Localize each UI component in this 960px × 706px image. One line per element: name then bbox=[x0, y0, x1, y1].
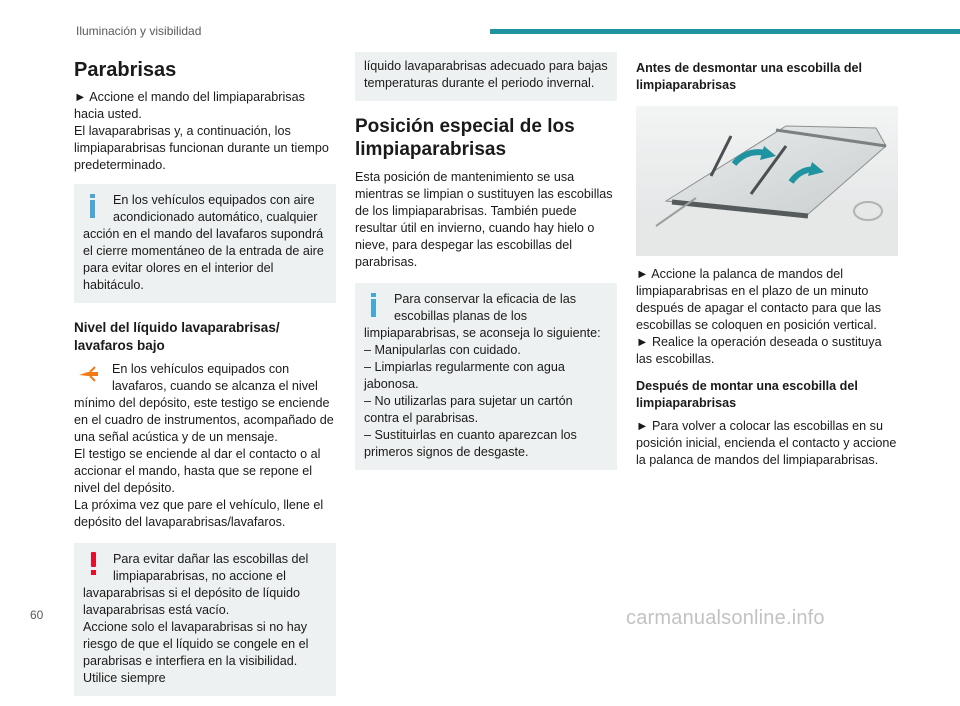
warning-icon bbox=[83, 551, 105, 583]
paragraph: El lavaparabrisas y, a continuación, los limpiaparabrisas funcionan durante un tiempo predeterminado. bbox=[74, 124, 329, 172]
heading-posicion-especial: Posición especial de los limpiaparabrisas bbox=[355, 116, 575, 160]
section-title: Iluminación y visibilidad bbox=[76, 24, 202, 38]
paragraph: ► Para volver a colocar las escobillas en su posición inicial, encienda el contacto y accione la palanca de mandos del limpiaparabrisas. bbox=[636, 419, 897, 467]
column-1 bbox=[74, 52, 336, 706]
heading-despues-montar: Después de montar una escobilla del limpiaparabrisas bbox=[636, 379, 858, 410]
info-icon bbox=[364, 291, 386, 323]
watermark: carmanualsonline.info bbox=[626, 607, 825, 629]
paragraph: ► Accione la palanca de mandos del limpiaparabrisas en el plazo de un minuto después de apagar el contacto para que las escobillas se coloquen en posición vertical. bbox=[636, 267, 882, 332]
info-note bbox=[355, 283, 617, 470]
note-list-item: – Sustituirlas en cuanto aparezcan los primeros signos de desgaste. bbox=[364, 428, 577, 459]
column-3 bbox=[636, 52, 898, 469]
warning-text: Para evitar dañar las escobillas del limpiaparabrisas, no accione el lavaparabrisas si el depósito de líquido lavaparabrisas está vacío. bbox=[83, 552, 309, 617]
paragraph: El testigo se enciende al dar el contacto o al accionar el mando, hasta que se repone el nivel del depósito. bbox=[74, 447, 321, 495]
windshield-wiper-raise-illustration bbox=[636, 106, 898, 256]
info-note bbox=[74, 184, 336, 303]
header-accent-bar bbox=[490, 29, 960, 34]
warning-light-paragraph: En los vehículos equipados con lavafaros, cuando se alcanza el nivel mínimo del depósito, este testigo se enciende en el cuadro de instrumentos, acompañado de una señal acústica y de un mensaje. bbox=[74, 362, 334, 444]
paragraph: ► Realice la operación deseada o sustituya las escobillas. bbox=[636, 335, 882, 366]
page-number: 60 bbox=[30, 608, 44, 622]
heading-parabrisas: Parabrisas bbox=[74, 59, 177, 81]
note-intro: Para conservar la eficacia de las escobillas planas de los limpiaparabrisas, se aconseja lo siguiente: bbox=[364, 292, 601, 340]
note-text: En los vehículos equipados con aire acondicionado automático, cualquier acción en el mando del lavafaros supondrá el cierre momentáneo de la entrada de aire para evitar olores en el interior del habitáculo. bbox=[83, 193, 324, 292]
paragraph: Esta posición de mantenimiento se usa mientras se limpian o sustituyen las escobillas de los limpiaparabrisas. También puede resultar útil en invierno, cuando hay hielo o nieve, para despegar las escobillas del parabrisas. bbox=[355, 170, 613, 269]
warning-note bbox=[74, 543, 336, 696]
heading-nivel-liquido: Nivel del líquido lavaparabrisas/ lavafaros bajo bbox=[74, 320, 280, 353]
note-list-item: – No utilizarlas para sujetar un cartón contra el parabrisas. bbox=[364, 394, 573, 425]
warning-note-continued: líquido lavaparabrisas adecuado para bajas temperaturas durante el periodo invernal. bbox=[355, 52, 617, 101]
warning-text-2: Accione solo el lavaparabrisas si no hay riesgo de que el líquido se congele en el parabrisas e interfiera en la visibilidad. Utilice siempre bbox=[83, 620, 309, 685]
heading-antes-desmontar: Antes de desmontar una escobilla del limpiaparabrisas bbox=[636, 61, 863, 92]
paragraph: La próxima vez que pare el vehículo, llene el depósito del lavaparabrisas/lavafaros. bbox=[74, 498, 324, 529]
note-list-item: – Manipularlas con cuidado. bbox=[364, 343, 521, 357]
column-2 bbox=[355, 52, 617, 480]
washer-fluid-warning-light-icon bbox=[74, 361, 104, 389]
info-icon bbox=[83, 192, 105, 224]
paragraph: ► Accione el mando del limpiaparabrisas hacia usted. bbox=[74, 90, 305, 121]
note-list-item: – Limpiarlas regularmente con agua jabonosa. bbox=[364, 360, 565, 391]
